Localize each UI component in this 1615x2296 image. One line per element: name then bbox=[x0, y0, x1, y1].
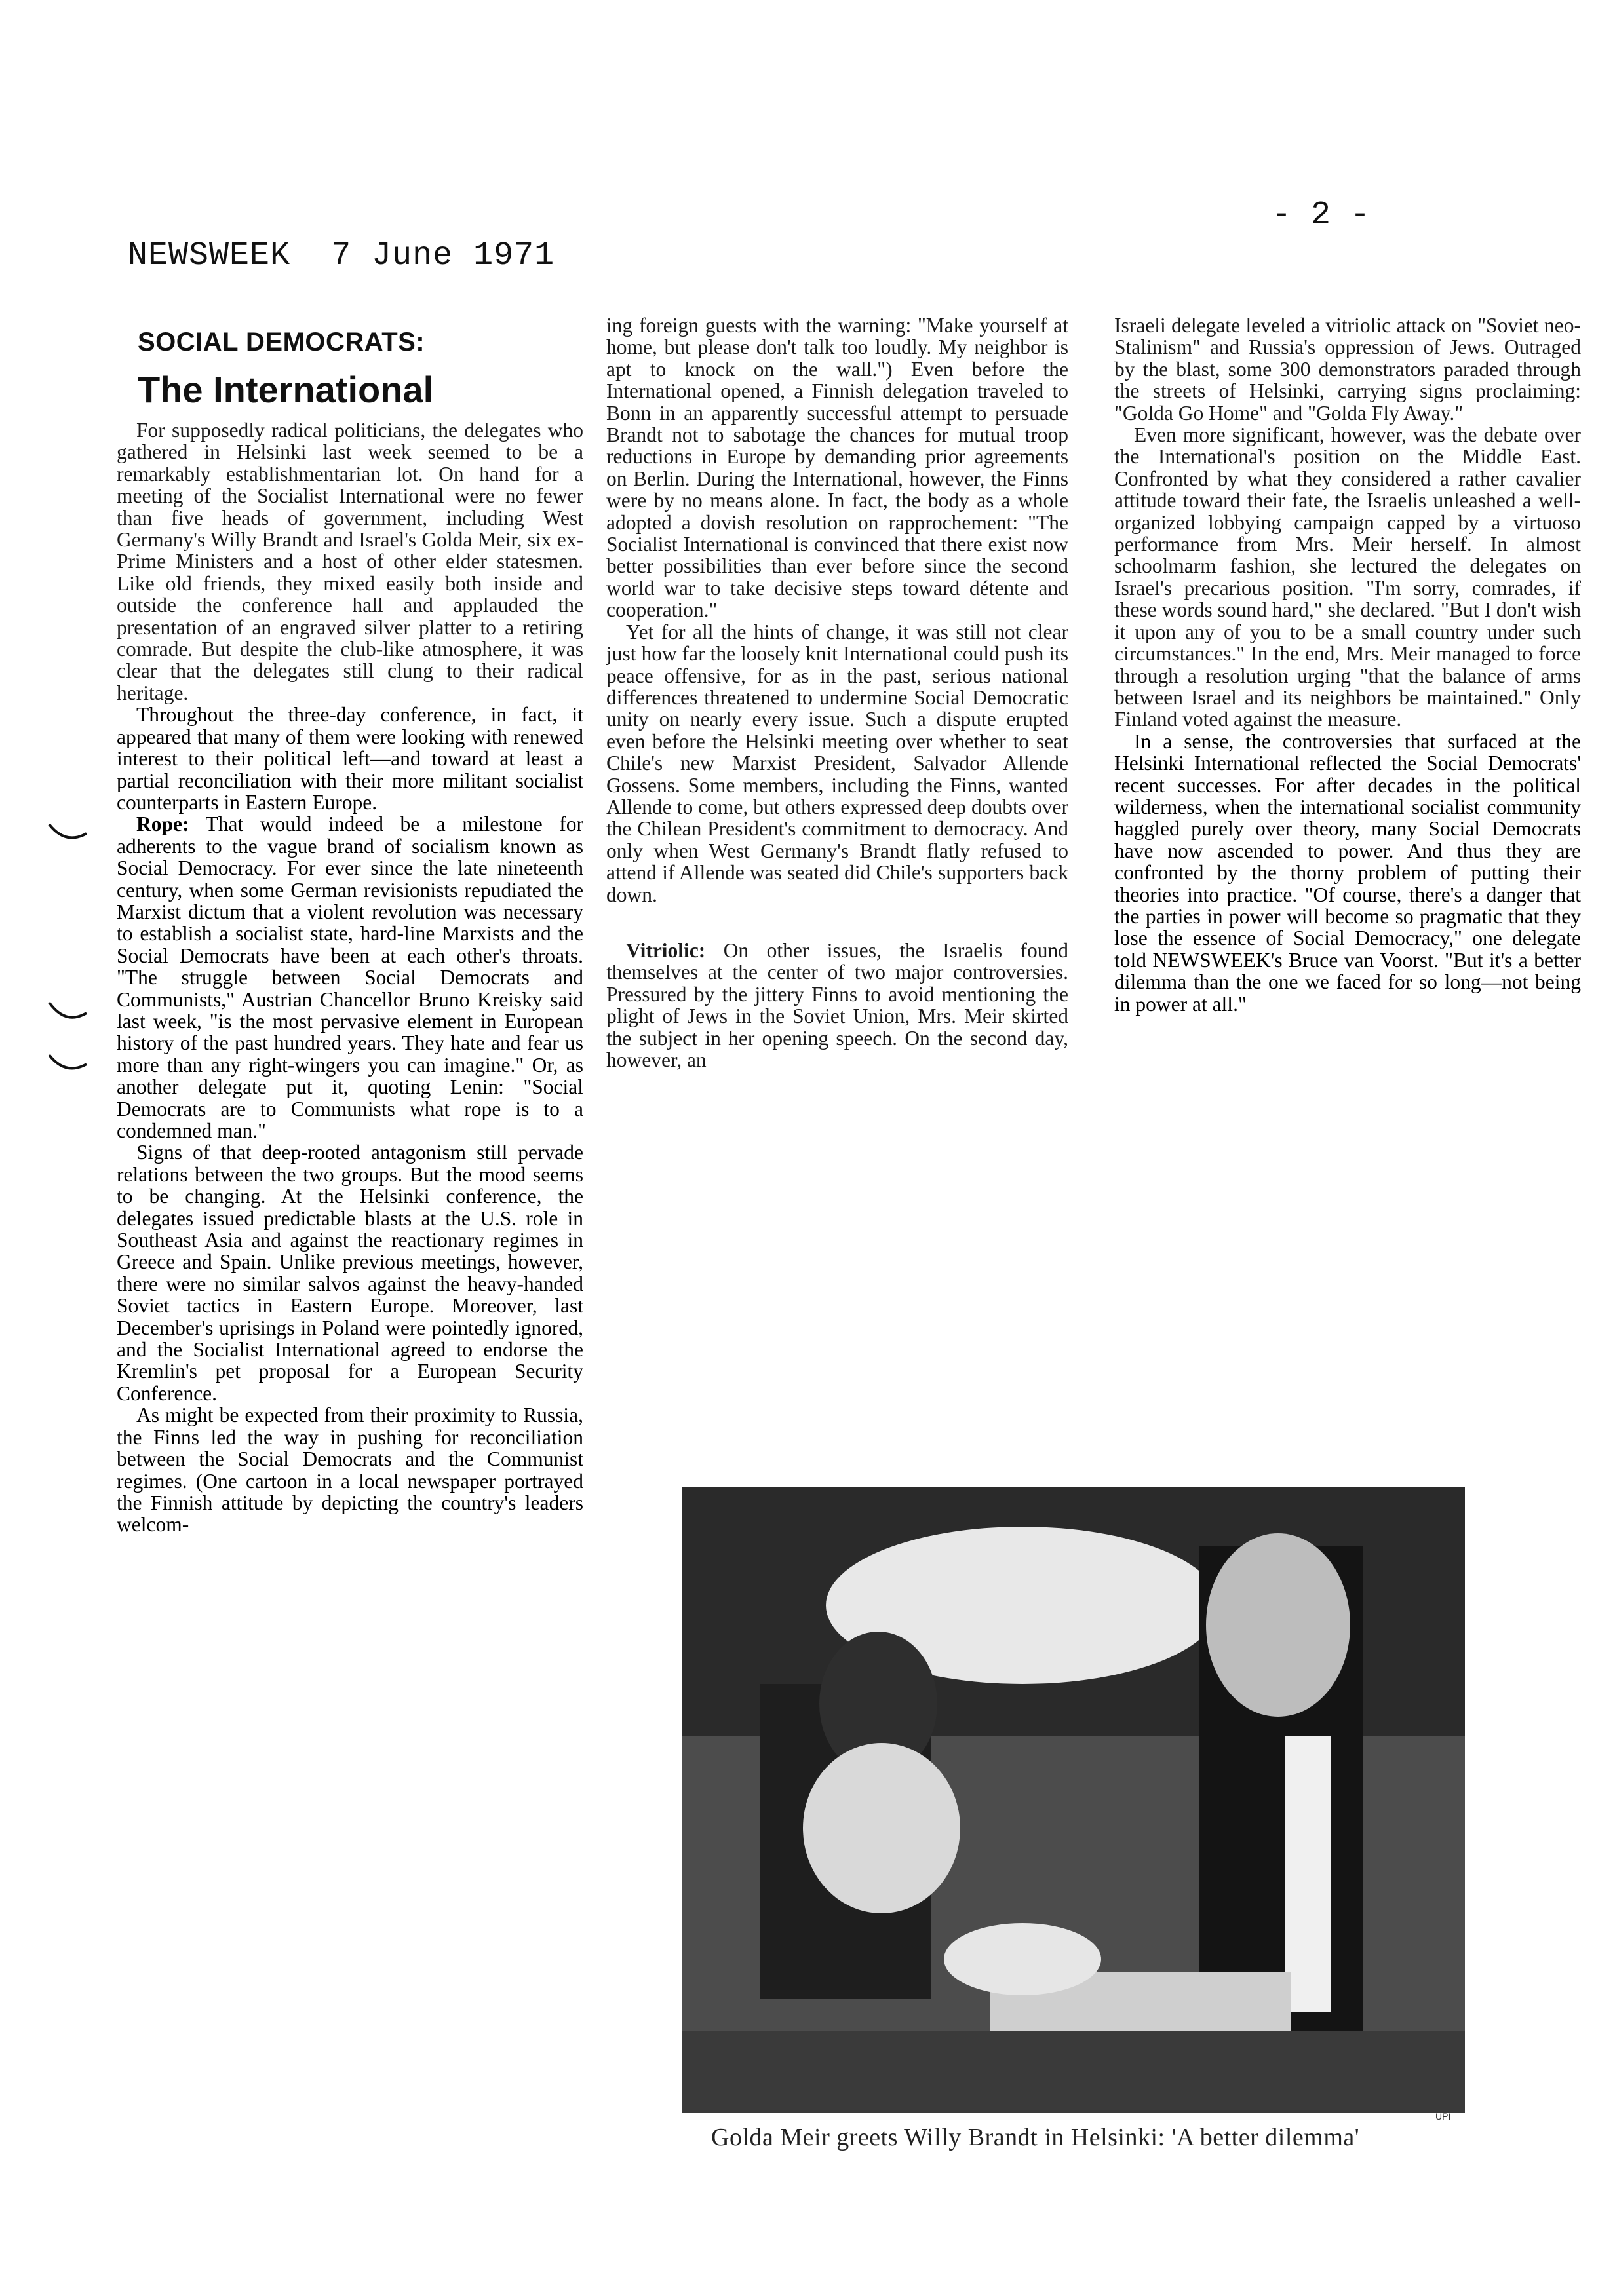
page-number: - 2 - bbox=[1272, 197, 1371, 234]
col1-paragraph-3-text: That would indeed be a milestone for adherents to the vague brand of socialism known as Social Democracy. For ever since the late nineteenth century, when some German revisionists repudiated the Marxist dictum that a violent revolution was necessary to establish a socialist state, hard-line Marxists and the Social Democrats have been at each other's throats. "The struggle between Social Democrats and Communists," Austrian Chancellor Bruno Kreisky said last week, "is the most pervasive element in European history of the past hundred years. They hate and fear us more than any right-wingers you can imagine." Or, as another delegate put it, quoting Lenin: "Social Democrats are to Communists what rope is to a condemned man." bbox=[117, 813, 584, 1142]
news-photo bbox=[682, 1487, 1465, 2113]
col2-paragraph-3 bbox=[606, 940, 1068, 1071]
publication-date: 7 June 1971 bbox=[331, 237, 555, 275]
col1-paragraph-4: Signs of that deep-rooted antagonism still pervade relations between the two groups. But the mood seems to be changing. At the Helsinki conference, the delegates issued predictable blasts at the U.S. role in Southeast Asia and against the reactionary regimes in Greece and Spain. Unlike previous meetings, however, there were no similar salvos against the heavy-handed Soviet tactics in Eastern Europe. Moreover, last December's uprisings in Poland were pointedly ignored, and the Socialist International agreed to endorse the Kremlin's pet proposal for a European Security Conference. bbox=[117, 1141, 583, 1405]
col3-paragraph-3: In a sense, the controversies that surfaced at the Helsinki International reflected the Social Democrats' recent successes. For after decades in the political wilderness, when the international socialist community haggled purely over theory, many Social Democrats have now ascended to power. And thus they are confronted by the thorny problem of putting their theories into practice. "Of course, there's a danger that the parties in power will become so pragmatic that they lose the essence of Social Democracy," one delegate told NEWSWEEK's Bruce van Voorst. "But it's a better dilemma than the one we faced for so long—not being in power at all." bbox=[1114, 729, 1581, 1016]
subhead-vitriolic: Vitriolic: bbox=[626, 938, 706, 962]
article-headline: The International bbox=[138, 369, 434, 410]
margin-marks bbox=[46, 819, 98, 1081]
publication-name: NEWSWEEK bbox=[128, 237, 291, 275]
publication-header bbox=[128, 237, 555, 275]
article-kicker: SOCIAL DEMOCRATS: bbox=[138, 328, 425, 356]
article-column-1 bbox=[117, 419, 583, 1536]
col2-paragraph-2: Yet for all the hints of change, it was still not clear just how far the loosely knit International could push its peace offensive, for as in the past, serious national differences threatened to undermine Social Democratic unity on nearly every issue. Such a dispute erupted even before the Helsinki meeting over whether to seat Chile's new Marxist President, Salvador Allende Gossens. Some members, including the Finns, wanted Allende to come, but others expressed deep doubts over the Chilean President's commitment to democracy. And only when West Germany's Brandt flatly refused to attend if Allende was seated did Chile's supporters back down. bbox=[606, 620, 1068, 906]
margin-mark-2 bbox=[49, 1003, 87, 1018]
margin-mark-1 bbox=[49, 824, 87, 837]
article-column-3 bbox=[1114, 315, 1581, 1015]
col2-paragraph-1: ing foreign guests with the warning: "Make yourself at home, but please don't talk too loudly. My neighbor is apt to knock on the wall.") Even before the International opened, a Finnish delegation traveled to Bonn in an apparently successful attempt to persuade Brandt not to sabotage the chances for mutual troop reductions in Europe by demanding prior agreements on Berlin. During the International, however, the Finns were by no means alone. In fact, the body as a whole adopted a dovish resolution on rapprochement: "The Socialist International is convinced that there exist now better possibilities than ever before since the second world war to take decisive steps toward détente and cooperation." bbox=[606, 314, 1068, 622]
photo-image bbox=[682, 1487, 1465, 2113]
col1-paragraph-5: As might be expected from their proximity to Russia, the Finns led the way in pushing for reconciliation between the Social Democrats and the Communist regimes. (One cartoon in a local newspaper portrayed the Finnish attitude by depicting the country's leaders welcom- bbox=[117, 1404, 583, 1537]
col1-paragraph-3 bbox=[117, 813, 583, 1141]
photo-credit: UPI bbox=[1435, 2111, 1451, 2122]
col1-paragraph-2: Throughout the three-day conference, in fact, it appeared that many of them were looking with renewed interest to their political left—and toward at least a partial reconciliation with their more militant socialist counterparts in Eastern Europe. bbox=[117, 703, 583, 814]
photo-caption: Golda Meir greets Willy Brandt in Helsinki: 'A better dilemma' bbox=[711, 2124, 1360, 2151]
subhead-rope: Rope: bbox=[136, 813, 189, 836]
col3-paragraph-1: Israeli delegate leveled a vitriolic attack on "Soviet neo-Stalinism" and Russia's oppression of Jews. Outraged by the blast, some 300 demonstrators paraded through the streets of Helsinki, carrying signs proclaiming: "Golda Go Home" and "Golda Fly Away." bbox=[1114, 314, 1581, 425]
margin-mark-3 bbox=[49, 1055, 87, 1068]
col3-paragraph-2: Even more significant, however, was the debate over the International's position on the Middle East. Confronted by what they considered a rather cavalier attitude toward their fate, the Israelis unleashed a well-organized lobbying campaign capped by a virtuoso performance from Mrs. Meir herself. In almost schoolmarm fashion, she lectured the delegates on Israel's precarious position. "I'm sorry, comrades, if these words sound hard," she declared. "But I don't wish it upon any of you to be a small country under such circumstances." In the end, Mrs. Meir managed to force through a resolution urging "that the balance of arms between Israel and its neighbors be maintained." Only Finland voted against the measure. bbox=[1114, 423, 1581, 731]
col1-paragraph-1: For supposedly radical politicians, the delegates who gathered in Helsinki last week seemed to be a remarkably establishmentarian lot. On hand for a meeting of the Socialist International were no fewer than five heads of government, including West Germany's Willy Brandt and Israel's Golda Meir, six ex-Prime Ministers and a host of other elder statesmen. Like old friends, they mixed easily both inside and outside the conference hall and applauded the presentation of an engraved silver platter to a retiring comrade. But despite the club-like atmosphere, it was clear that the delegates still clung to their radical heritage. bbox=[117, 419, 583, 704]
article-column-2 bbox=[606, 315, 1068, 1071]
col2-paragraph-3-text: On other issues, the Israelis found themselves at the center of two major controversies. Pressured by the jittery Finns to avoid mentioning the plight of Jews in the Soviet Union, Mrs. Meir skirted the subject in her opening speech. On the second day, however, an bbox=[606, 938, 1068, 1071]
